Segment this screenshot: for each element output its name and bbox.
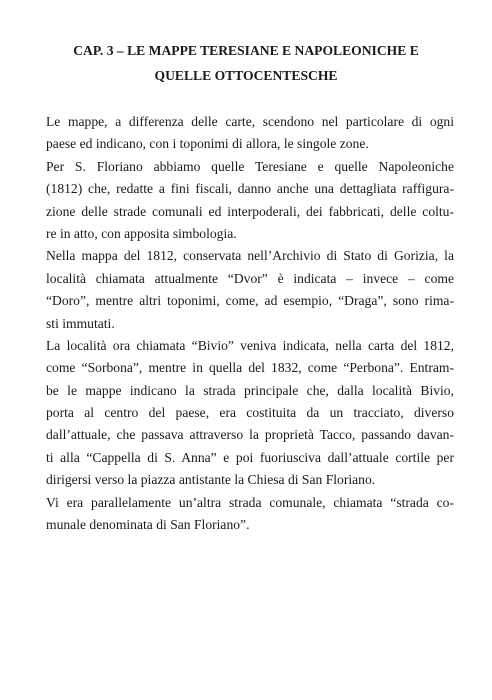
paragraph <box>46 111 454 156</box>
text-line: paese ed indicano, con i toponimi di allora, le singole zone. <box>46 136 369 152</box>
paragraph <box>46 245 454 335</box>
text-line: (1812) che, redatte a fini fiscali, danno anche una dettagliata raffigura- <box>46 181 454 197</box>
text-line: Nella mappa del 1812, conservata nell’Archivio di Stato di Gorizia, la <box>46 248 454 264</box>
text-line: dall’attuale, che passava attraverso la proprietà Tacco, passando davan- <box>46 427 454 443</box>
text-line: Vi era parallelamente un’altra strada comunale, chiamata “strada co- <box>46 494 454 510</box>
text-line: “Doro”, mentre altri toponimi, come, ad esempio, “Draga”, sono rima- <box>46 293 454 309</box>
paragraph <box>46 156 454 246</box>
chapter-title-line: QUELLE OTTOCENTESCHE <box>154 68 338 83</box>
text-line: località chiamata attualmente “Dvor” è indicata – invece – come <box>46 270 454 286</box>
chapter-title <box>40 38 452 88</box>
paragraph <box>46 492 454 537</box>
text-line: re in atto, con apposita simbologia. <box>46 225 237 241</box>
text-line: come “Sorbona”, mentre in quella del 1832, come “Perbona”. Entram- <box>46 360 454 376</box>
paragraph <box>46 335 454 492</box>
text-line: be le mappe indicano la strada principale che, dalla località Bivio, <box>46 382 454 398</box>
text-line: zione delle strade comunali ed interpoderali, dei fabbricati, delle coltu- <box>46 203 454 219</box>
body-text <box>46 111 454 536</box>
text-line: Per S. Floriano abbiamo quelle Teresiane e quelle Napoleoniche <box>46 158 454 174</box>
text-line: sti immutati. <box>46 315 115 331</box>
text-line: munale denominata di San Floriano”. <box>46 517 250 533</box>
chapter-title-line: CAP. 3 – LE MAPPE TERESIANE E NAPOLEONICHE E <box>73 43 419 58</box>
text-line: porta al centro del paese, era costituita da un tracciato, diverso <box>46 405 454 421</box>
text-line: La località ora chiamata “Bivio” veniva indicata, nella carta del 1812, <box>46 337 454 353</box>
text-line: Le mappe, a differenza delle carte, scendono nel particolare di ogni <box>46 114 454 129</box>
text-line: ti alla “Cappella di S. Anna” e poi fuoriusciva dall’attuale cortile per <box>46 449 454 465</box>
text-line: dirigersi verso la piazza antistante la Chiesa di San Floriano. <box>46 472 376 488</box>
